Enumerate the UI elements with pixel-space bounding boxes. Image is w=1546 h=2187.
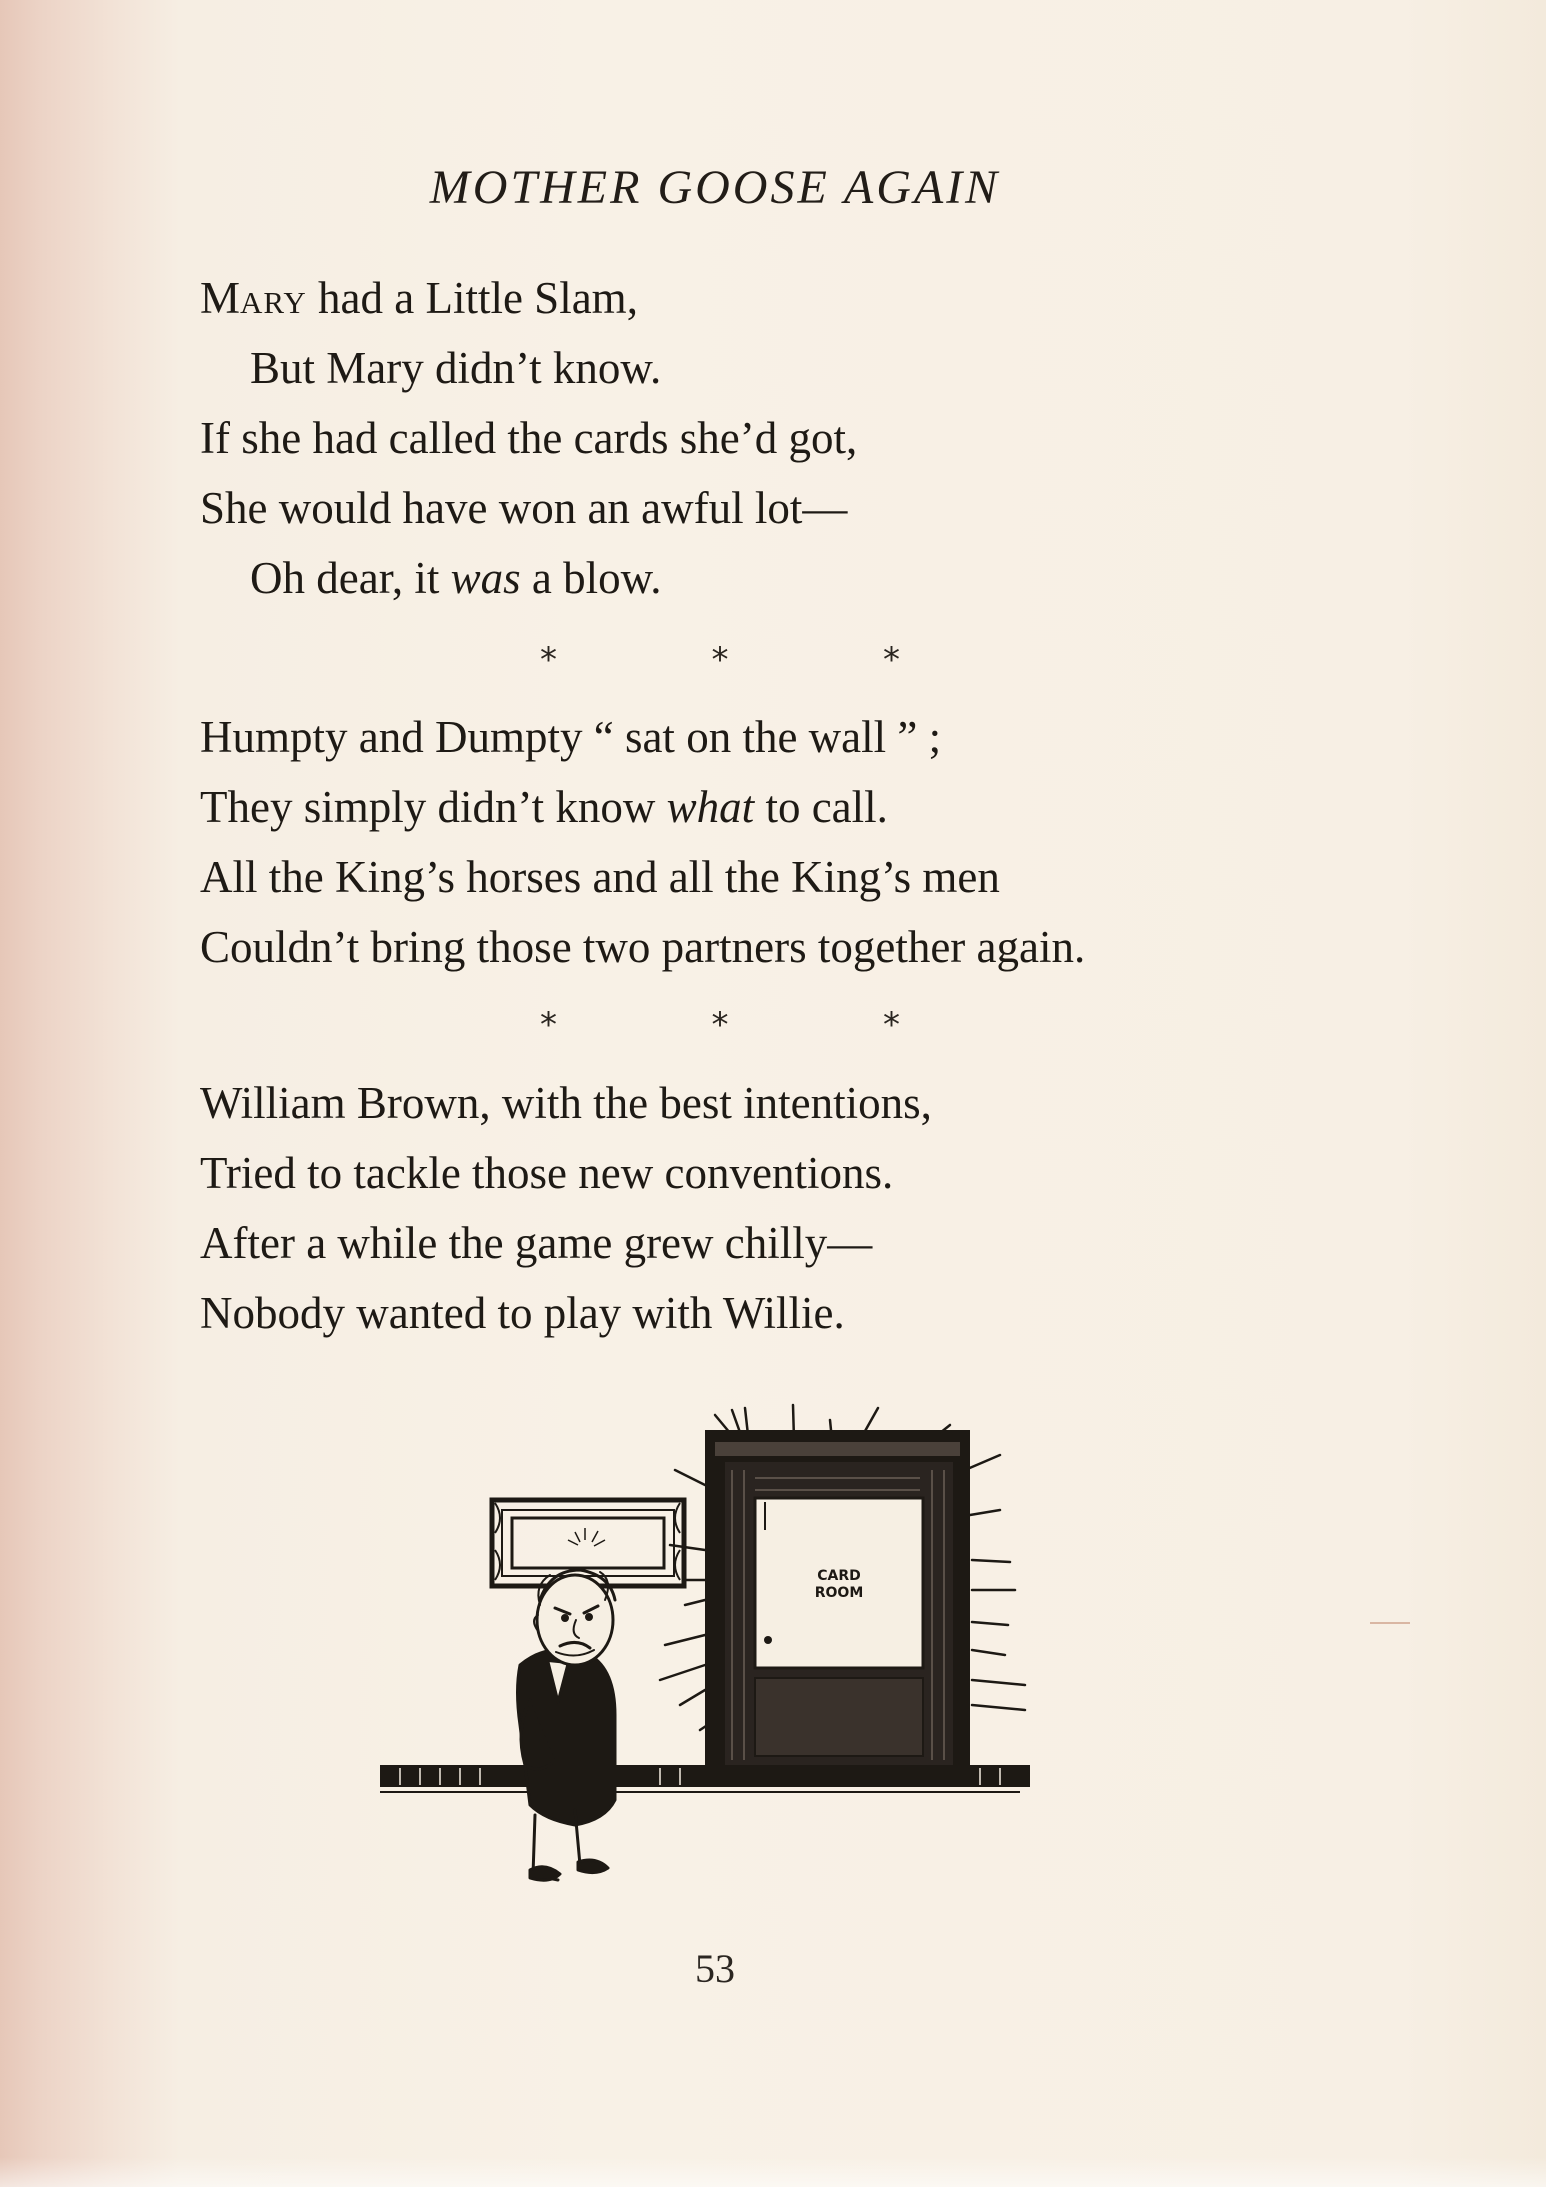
asterisk: *	[711, 640, 729, 680]
asterisk: *	[540, 1005, 557, 1045]
line-part: Oh dear, it	[250, 553, 451, 603]
asterisk: *	[711, 1005, 729, 1045]
poem-line: Tried to tackle those new conventions.	[200, 1148, 894, 1198]
line-part: to call.	[754, 782, 888, 832]
asterisk: *	[883, 1005, 900, 1045]
card-room-door	[705, 1430, 970, 1765]
poem-line: After a while the game grew chilly—	[200, 1218, 873, 1268]
line-rest: had a Little Slam,	[306, 273, 638, 323]
poem-line: All the King’s horses and all the King’s men	[200, 852, 1000, 902]
card-room-illustration	[360, 1400, 1080, 1920]
running-head: MOTHER GOOSE AGAIN	[429, 161, 1001, 214]
poem-line: Humpty and Dumpty “ sat on the wall ” ;	[200, 712, 942, 762]
door-sign-line2: ROOM	[814, 1585, 864, 1601]
poem-line: She would have won an awful lot—	[200, 483, 848, 533]
stanza-separator	[540, 640, 900, 680]
page-number: 53	[695, 1946, 735, 1991]
poem-line	[200, 543, 1400, 613]
poem-line: Nobody wanted to play with Willie.	[200, 1288, 845, 1338]
grumpy-man-figure	[518, 1570, 616, 1880]
poem-line	[200, 263, 1400, 333]
stanza-separator	[540, 1005, 900, 1045]
italic-word: what	[666, 782, 755, 832]
drop-letter: M	[200, 273, 241, 323]
poem-line: Couldn’t bring those two partners together again.	[200, 922, 1086, 972]
line-part: They simply didn’t know	[200, 782, 667, 832]
poem-line	[200, 772, 1400, 842]
margin-smudge	[1370, 1622, 1410, 1624]
asterisk: *	[883, 640, 900, 680]
poem-line: But Mary didn’t know.	[250, 343, 662, 393]
floor	[380, 1765, 1030, 1792]
poem-humpty	[200, 702, 1400, 982]
door-sign-line1: CARD	[817, 1568, 861, 1584]
italic-word: was	[450, 553, 521, 603]
asterisk: *	[540, 640, 557, 680]
poem-line: If she had called the cards she’d got,	[200, 413, 858, 463]
small-caps-word: ARY	[240, 285, 307, 320]
line-part: a blow.	[520, 553, 662, 603]
poem-mary	[200, 263, 1400, 613]
poem-line: William Brown, with the best intentions,	[200, 1078, 932, 1128]
poem-william	[200, 1068, 1400, 1348]
